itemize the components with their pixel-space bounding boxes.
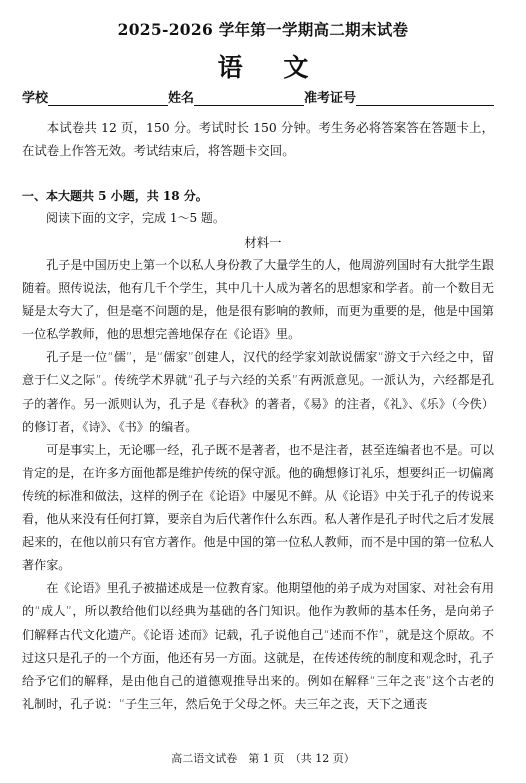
passage-paragraph: 在《论语》里孔子被描述成是一位教育家。他期望他的弟子成为对国家、对社会有用的“成人”，所以教给他们以经典为基础的各门知识。他作为教师的基本任务，是向弟子们解释古代文化遗产。《论语·述而》记载，孔子说他自己“述而不作”，就是这个原故。不过这只是孔子的一个方面，他还有另一方面。这就是，在传述传统的制度和观念时，孔子给予它们的解释，是由他自己的道德观推导出来的。例如在解释“三年之丧”这个古老的礼制时，孔子说：“子生三年，然后免于父母之怀。夫三年之丧，天下之通丧 (22, 581, 494, 711)
passage-paragraph: 孔子是一位“儒”，是“儒家”创建人，汉代的经学家刘歆说儒家“游文于六经之中，留意于仁义之际”。传统学术界就“孔子与六经的关系”有两派意见。一派认为，六经都是孔子的著作。另一派则认为，孔子是《春秋》的著者，《易》的注者，《礼》、《乐》（今佚）的修订者，《诗》、《书》的编者。 (22, 350, 494, 434)
section-heading: 一、本大题共 5 小题，共 18 分。 (22, 189, 208, 203)
passage-paragraph: 孔子是中国历史上第一个以私人身份教了大量学生的人，他周游列国时有大批学生跟随着。照传说法，他有几千个学生，其中几十人成为著名的思想家和学者。前一个数目无疑是太夸大了，但是毫不问题的是，他是很有影响的教师，而更为重要的是，他是中国第一位私学教师，他的思想完善地保存在《论语》里。 (22, 258, 494, 342)
school-blank (48, 91, 168, 106)
reading-prompt: 阅读下面的文字，完成 1～5 题。 (46, 211, 225, 225)
page-footer: 高二语文试卷 第 1 页 （共 12 页） (171, 752, 355, 765)
subject-title: 语 文 (217, 53, 325, 82)
exam-id-label: 准考证号 (304, 91, 357, 106)
school-label: 学校 (22, 91, 49, 106)
passage-paragraph: 可是事实上，无论哪一经，孔子既不是著者，也不是注者，甚至连编者也不是。可以肯定的是，在许多方面他都是维护传统的保守派。他的确想修订礼乐，想要纠正一切偏离传统的标准和做法，这样的例子在《论语》中屡见不鲜。从《论语》中关于孔子的传说来看，他从来没有任何打算，要亲自为后代著作什么东西。私人著作是孔子时代之后才发展起来的，在他以前只有官方著作。他是中国的第一位私人教师，而不是中国的第一位私人著作家。 (22, 442, 494, 573)
student-info-fields (22, 88, 494, 106)
material-title: 材料一 (244, 235, 282, 250)
name-label: 姓名 (168, 91, 195, 106)
instructions: 本试卷共 12 页，150 分。考试时长 150 分钟。考生务必将答案答在答题卡上，在试卷上作答无效。考试结束后，将答题卡交回。 (22, 120, 494, 159)
exam-title: 2025-2026 学年第一学期高二期末试卷 (117, 20, 409, 39)
exam-id-blank (356, 91, 494, 106)
name-blank (194, 91, 304, 106)
passage (22, 254, 494, 716)
